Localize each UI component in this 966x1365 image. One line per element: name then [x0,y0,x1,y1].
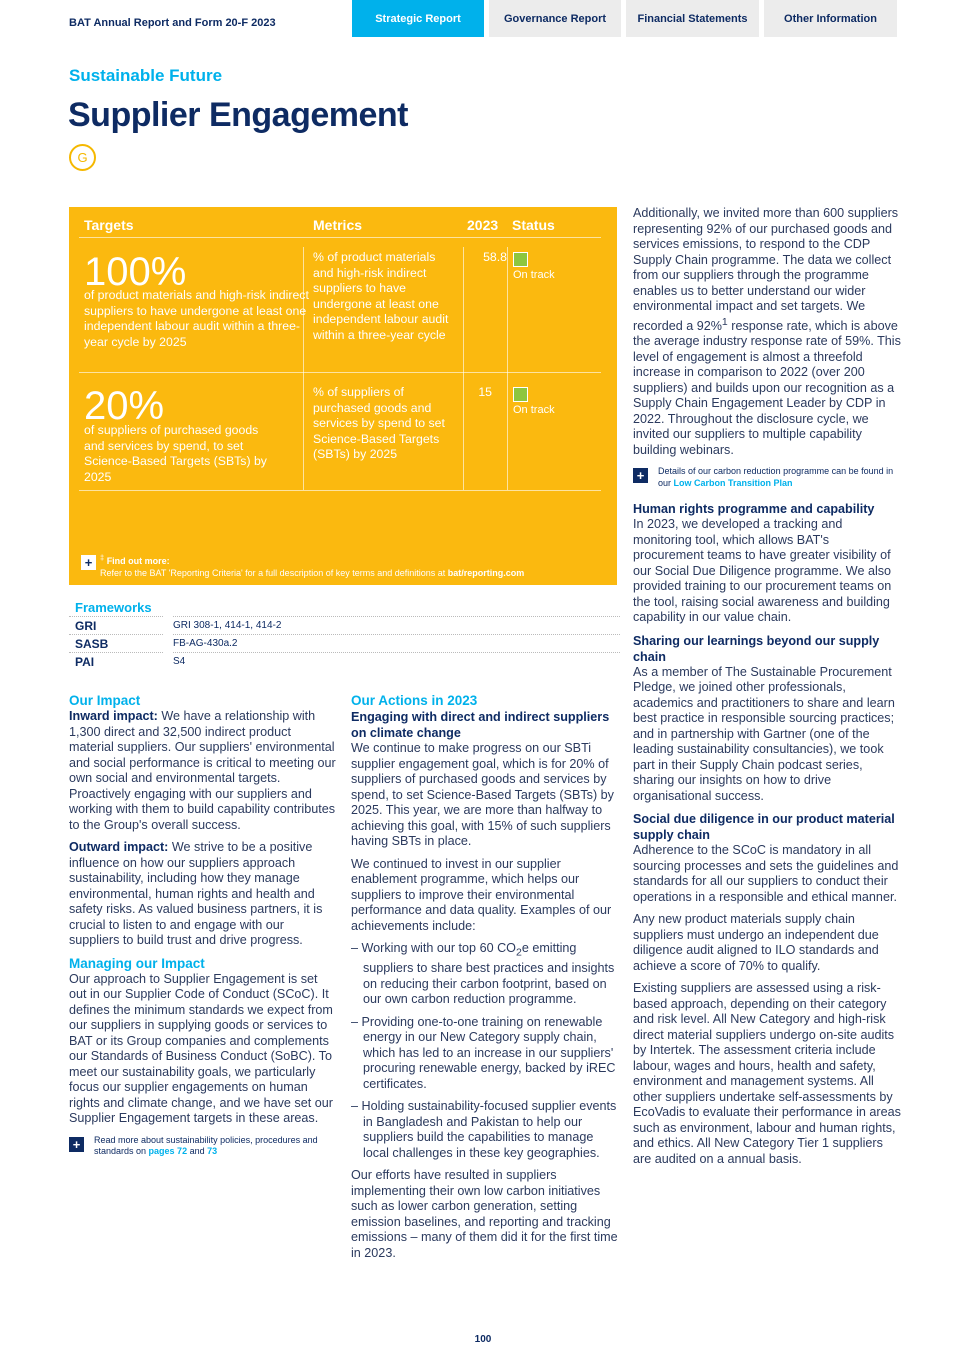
targets-table [69,207,617,585]
tab-strategic-report[interactable]: Strategic Report [352,0,484,37]
framework-key: PAI [69,652,163,670]
find-out-more-title: Find out more: [106,556,170,566]
subheading: Engaging with direct and indirect suppliers on climate change [351,710,610,740]
status-badge [513,387,555,416]
plus-icon[interactable]: + [633,468,648,483]
text: We strive to be a positive influence on how our suppliers approach sustainability, including how they manage environmental, human rights and health and safety risks. As valued business partners, it is crucial to listen to and engage with our suppliers to build trust and drive progress. [69,840,323,947]
paragraph: Adherence to the SCoC is mandatory in all sourcing processes and sets the guidelines and standards for all our suppliers to conduct their operations in a responsible and ethical manner. [633,843,899,904]
frameworks-title: Frameworks [75,600,152,615]
text: Read more about sustainability policies, procedures and standards on [94,1134,318,1156]
plus-icon[interactable]: + [69,1137,84,1152]
frameworks-table [69,600,620,670]
table-row [69,634,620,652]
subheading: Human rights programme and capability [633,502,875,517]
left-column [69,693,337,1170]
status-square-icon [513,252,528,267]
metric-description: % of product materials and high-risk indirect suppliers to have undergone at least one independent labour audit within a three-year cycle [313,250,449,342]
text: response rate, which is above the average industry response rate of 59%. This level of engagement is almost a threefold increase in comparison to 2022 (over 200 suppliers) and builds upon our recognition as a Supply Chain Engagement Leader by CDP in 2022. Throughout the disclosure cycle, we invited our suppliers to multiple capability building webinars. [633,318,901,457]
paragraph: Any new product materials supply chain suppliers must undergo an independent due diligence audit aligned to ILO standards and achieve a score of 70% to qualify. [633,912,879,973]
heading-our-actions: Our Actions in 2023 [351,693,478,708]
paragraph: In 2023, we developed a tracking and monitoring tool, which allows BAT's procurement teams to have greater visibility of our Social Due Diligence programme. We also provided training to our procurement teams on the tool, raising social awareness and building capability in our value chain. [633,517,892,625]
text: e emitting suppliers to share best practices and insights on reducing their carbon footprint, based on our own carbon reduction programme. [363,941,615,1007]
subscript: 2 [515,946,522,959]
footnote-marker: ‡ [100,553,105,562]
page-link[interactable]: 73 [207,1146,218,1156]
plus-icon[interactable]: + [81,555,96,570]
page-number: 100 [474,1334,492,1345]
list-item [351,941,619,1008]
low-carbon-plan-link[interactable]: Low Carbon Transition Plan [673,477,793,488]
subheading: Social due diligence in our product material supply chain [633,812,895,843]
divider [79,490,601,491]
text: Additionally, we invited more than 600 suppliers representing 92% of our purchased goods and services emissions, to respond to the CDP Supply Chain programme. The data we collect from our suppliers through the programme enables us to better understand our wider environmental impact and set targets. We recorded a 92% [633,206,899,333]
header-metrics: Metrics [313,217,363,233]
divider [463,247,464,490]
text: Details of our carbon reduction programme can be found in our [658,466,894,488]
header-targets: Targets [84,217,134,233]
divider [79,237,601,238]
framework-key: SASB [69,634,163,652]
table-row [69,616,620,634]
metric-description: % of suppliers of purchased goods and services by spend to set Science-Based Targets (SBTs) by 2025 [313,385,445,461]
framework-value: FB-AG-430a.2 [173,634,620,652]
framework-value: GRI 308-1, 414-1, 414-2 [173,616,620,634]
status-text: On track [513,269,555,281]
text: and [187,1146,208,1156]
tab-governance-report[interactable]: Governance Report [489,0,621,37]
details-note [633,466,901,489]
inline-label: Outward impact: [69,840,169,854]
target-description: of suppliers of purchased goods and services by spend, to set Science-Based Targets (SBTs) by 2025 [84,423,267,484]
subheading: Sharing our learnings beyond our supply chain [633,633,880,664]
divider [507,247,508,490]
find-out-more-text: Refer to the BAT 'Reporting Criteria' for a full description of key terms and definitions at [100,568,448,578]
text: – Working with our top 60 CO [351,941,516,955]
section-label: Sustainable Future [69,66,223,85]
list-item: – Holding sustainability-focused supplier events in Bangladesh and Pakistan to help our suppliers build the capabilities to manage local challenges in these key geographies. [351,1099,617,1160]
document-title: BAT Annual Report and Form 20-F 2023 [69,17,276,29]
tab-financial-statements[interactable]: Financial Statements [626,0,759,37]
paragraph: Our efforts have resulted in suppliers implementing their own low carbon initiatives such as lower carbon generation, setting emission baselines, and reporting and tracking emissions – many of them did it for the first time in 2023. [351,1168,618,1260]
heading-our-impact: Our Impact [69,693,141,708]
middle-column [351,693,619,1268]
paragraph: Existing suppliers are assessed using a risk-based approach, depending on their category and risk level. All New Category and high-risk direct material suppliers undergo on-site audits by Intertek. The assessment criteria include labour, wages and hours, health and safety, environment and management systems. All other suppliers undertake self-assessments by EcoVadis to evaluate their performance in areas such as environment, labour and human rights, and ethics. All New Category Tier 1 suppliers are audited on a annual basis. [633,981,901,1166]
table-row [69,652,620,670]
page-title: Supplier Engagement [68,96,408,134]
pages-link[interactable]: pages 72 [148,1146,188,1156]
status-text: On track [513,404,555,416]
paragraph [633,206,901,458]
reporting-link[interactable]: bat/reporting.com [447,568,525,578]
paragraph: We continue to make progress on our SBTi supplier engagement goal, which is for 20% of suppliers of purchased goods and services by spend, to set Science-Based Targets (SBTs) by 2025. This year, we are more than halfway to achieving this goal, with 15% of such suppliers having SBTs in place. [351,741,614,848]
right-column [633,206,901,1174]
metric-value: 58.8 [483,250,507,264]
header-year: 2023 [467,217,499,233]
framework-value: S4 [173,652,620,670]
paragraph: As a member of The Sustainable Procurement Pledge, we joined other professionals, academics and practitioners to share and learn best practice in responsible sourcing practices; and in partnership with Gartner (one of the leading sustainability consultancies), we took part in their Supply Chain podcast series, sharing our insights on how to drive organisational success. [633,664,895,803]
status-square-icon [513,387,528,402]
target-value: 20% [84,384,165,428]
target-description: of product materials and high-risk indirect suppliers to have undergone at least one independent labour audit within a three-year cycle by 2025 [84,288,309,349]
footnote-marker: 1 [721,315,728,328]
divider [79,372,601,373]
paragraph: Our approach to Supplier Engagement is set out in our Supplier Code of Conduct (SCoC). It defines the minimum standards we expect from our suppliers in supplying goods or services to BAT or its Group companies and complements our Standards of Business Conduct (SoBC). To meet our sustainability goals, we particularly focus our supplier engagements on human rights and climate change, and we have set our Supplier Engagement targets in these areas. [69,971,333,1125]
text: We have a relationship with 1,300 direct and 32,500 indirect product material suppliers. Our suppliers' environmental and social performance is critical to meeting our own social and environmental targets. Proactively engaging with our suppliers and working with them to build capability contributes to the Group's overall success. [69,709,336,832]
header-status: Status [512,217,555,233]
read-more-note [69,1135,337,1158]
tab-other-information[interactable]: Other Information [764,0,897,37]
paragraph [69,709,337,833]
target-value: 100% [84,250,187,294]
divider [303,247,304,490]
framework-key: GRI [69,616,163,634]
inline-label: Inward impact: [69,709,158,723]
governance-badge: G [69,144,96,171]
list-item: – Providing one-to-one training on renewable energy in our New Category supply chain, which has led to an increase in our suppliers' procuring renewable energy, backed by iREC certificates. [351,1014,616,1091]
heading-managing-impact: Managing our Impact [69,955,205,971]
paragraph [69,840,337,949]
metric-value: 15 [478,385,492,399]
status-badge [513,252,555,281]
paragraph: We continued to invest in our supplier enablement programme, which helps our suppliers to improve their environmental performance and data quality. Examples of our achievements include: [351,856,612,933]
